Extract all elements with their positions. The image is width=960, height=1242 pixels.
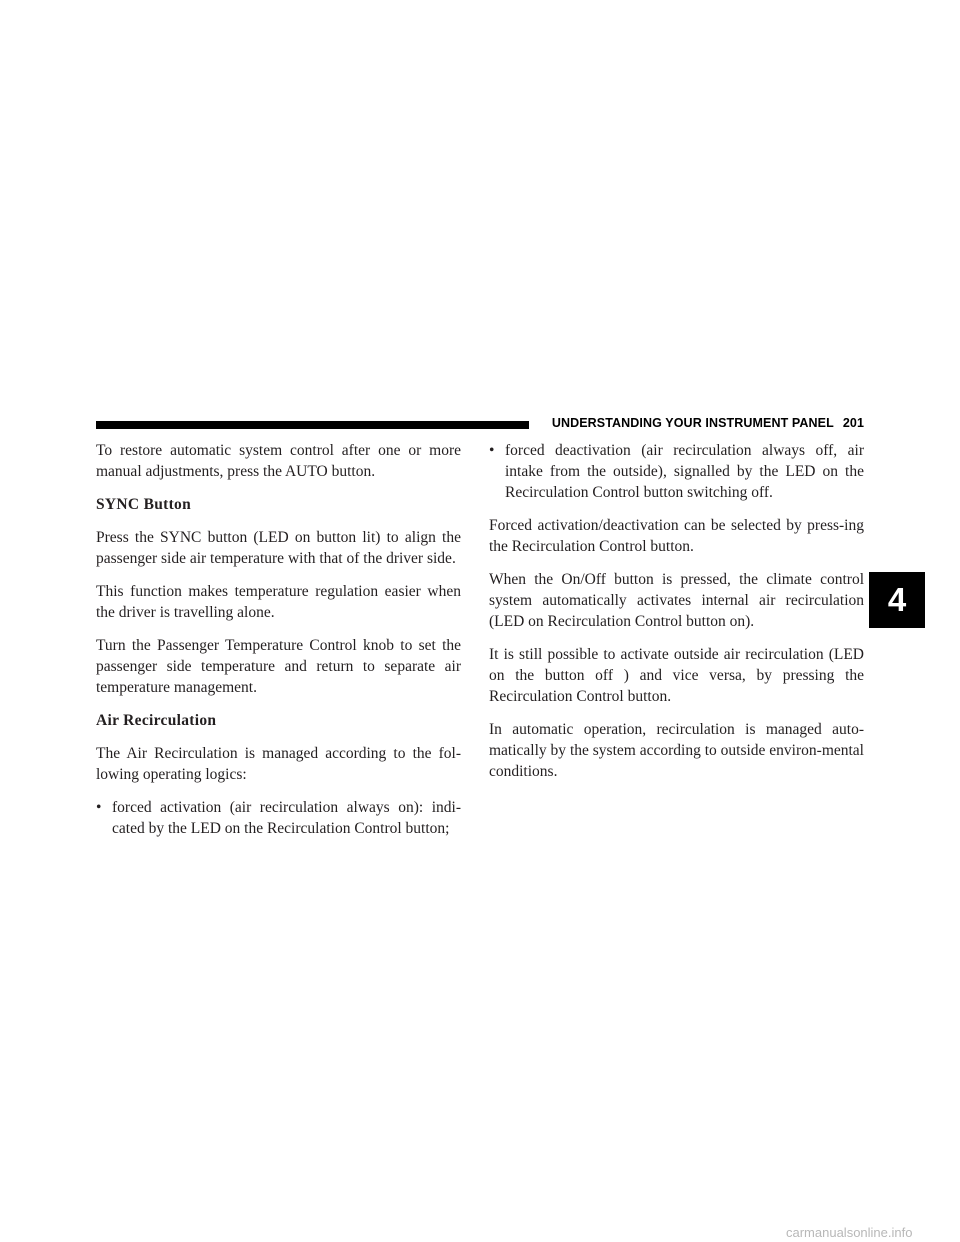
list-item-forced-deactivation [489,440,864,503]
header-rule [96,421,529,429]
list-item-forced-activation [96,797,461,839]
paragraph-forced-selection: Forced activation/deactivation can be selected by press-ing the Recirculation Control button. [489,517,864,555]
paragraph-restore-auto: To restore automatic system control after one or more manual adjustments, press the AUTO button. [96,442,461,480]
bullet-text: forced activation (air recirculation always on): indi-cated by the LED on the Recirculation Control button; [112,799,461,837]
paragraph-recirc-intro: The Air Recirculation is managed according to the fol-lowing operating logics: [96,745,461,783]
watermark: carmanualsonline.info [786,1225,913,1240]
heading-sync-button: SYNC Button [96,496,192,513]
heading-air-recirculation: Air Recirculation [96,712,217,729]
chapter-tab: 4 [869,572,925,628]
bullet-icon: • [96,799,102,816]
running-header [541,416,864,430]
left-column [96,440,461,851]
page-number: 201 [842,416,864,430]
bullet-icon: • [489,442,495,459]
paragraph-outside-air: It is still possible to activate outside air recirculation (LED on the button off ) and vice versa, by pressing the Recirculation Control button. [489,646,864,705]
paragraph-sync-press: Press the SYNC button (LED on button lit) to align the passenger side air temperature with that of the driver side. [96,529,461,567]
paragraph-automatic-operation: In automatic operation, recirculation is managed auto-matically by the system according to outside environ-mental conditions. [489,721,864,780]
paragraph-onoff: When the On/Off button is pressed, the climate control system automatically activates internal air recirculation (LED on Recirculation Control button on). [489,571,864,630]
bullet-text: forced deactivation (air recirculation always off, air intake from the outside), signalled by the LED on the Recirculation Control button switching off. [505,442,864,501]
right-column [489,440,864,794]
paragraph-sync-function: This function makes temperature regulation easier when the driver is travelling alone. [96,583,461,621]
paragraph-sync-knob: Turn the Passenger Temperature Control knob to set the passenger side temperature and return to separate air temperature management. [96,637,461,696]
section-title: UNDERSTANDING YOUR INSTRUMENT PANEL [551,416,834,430]
